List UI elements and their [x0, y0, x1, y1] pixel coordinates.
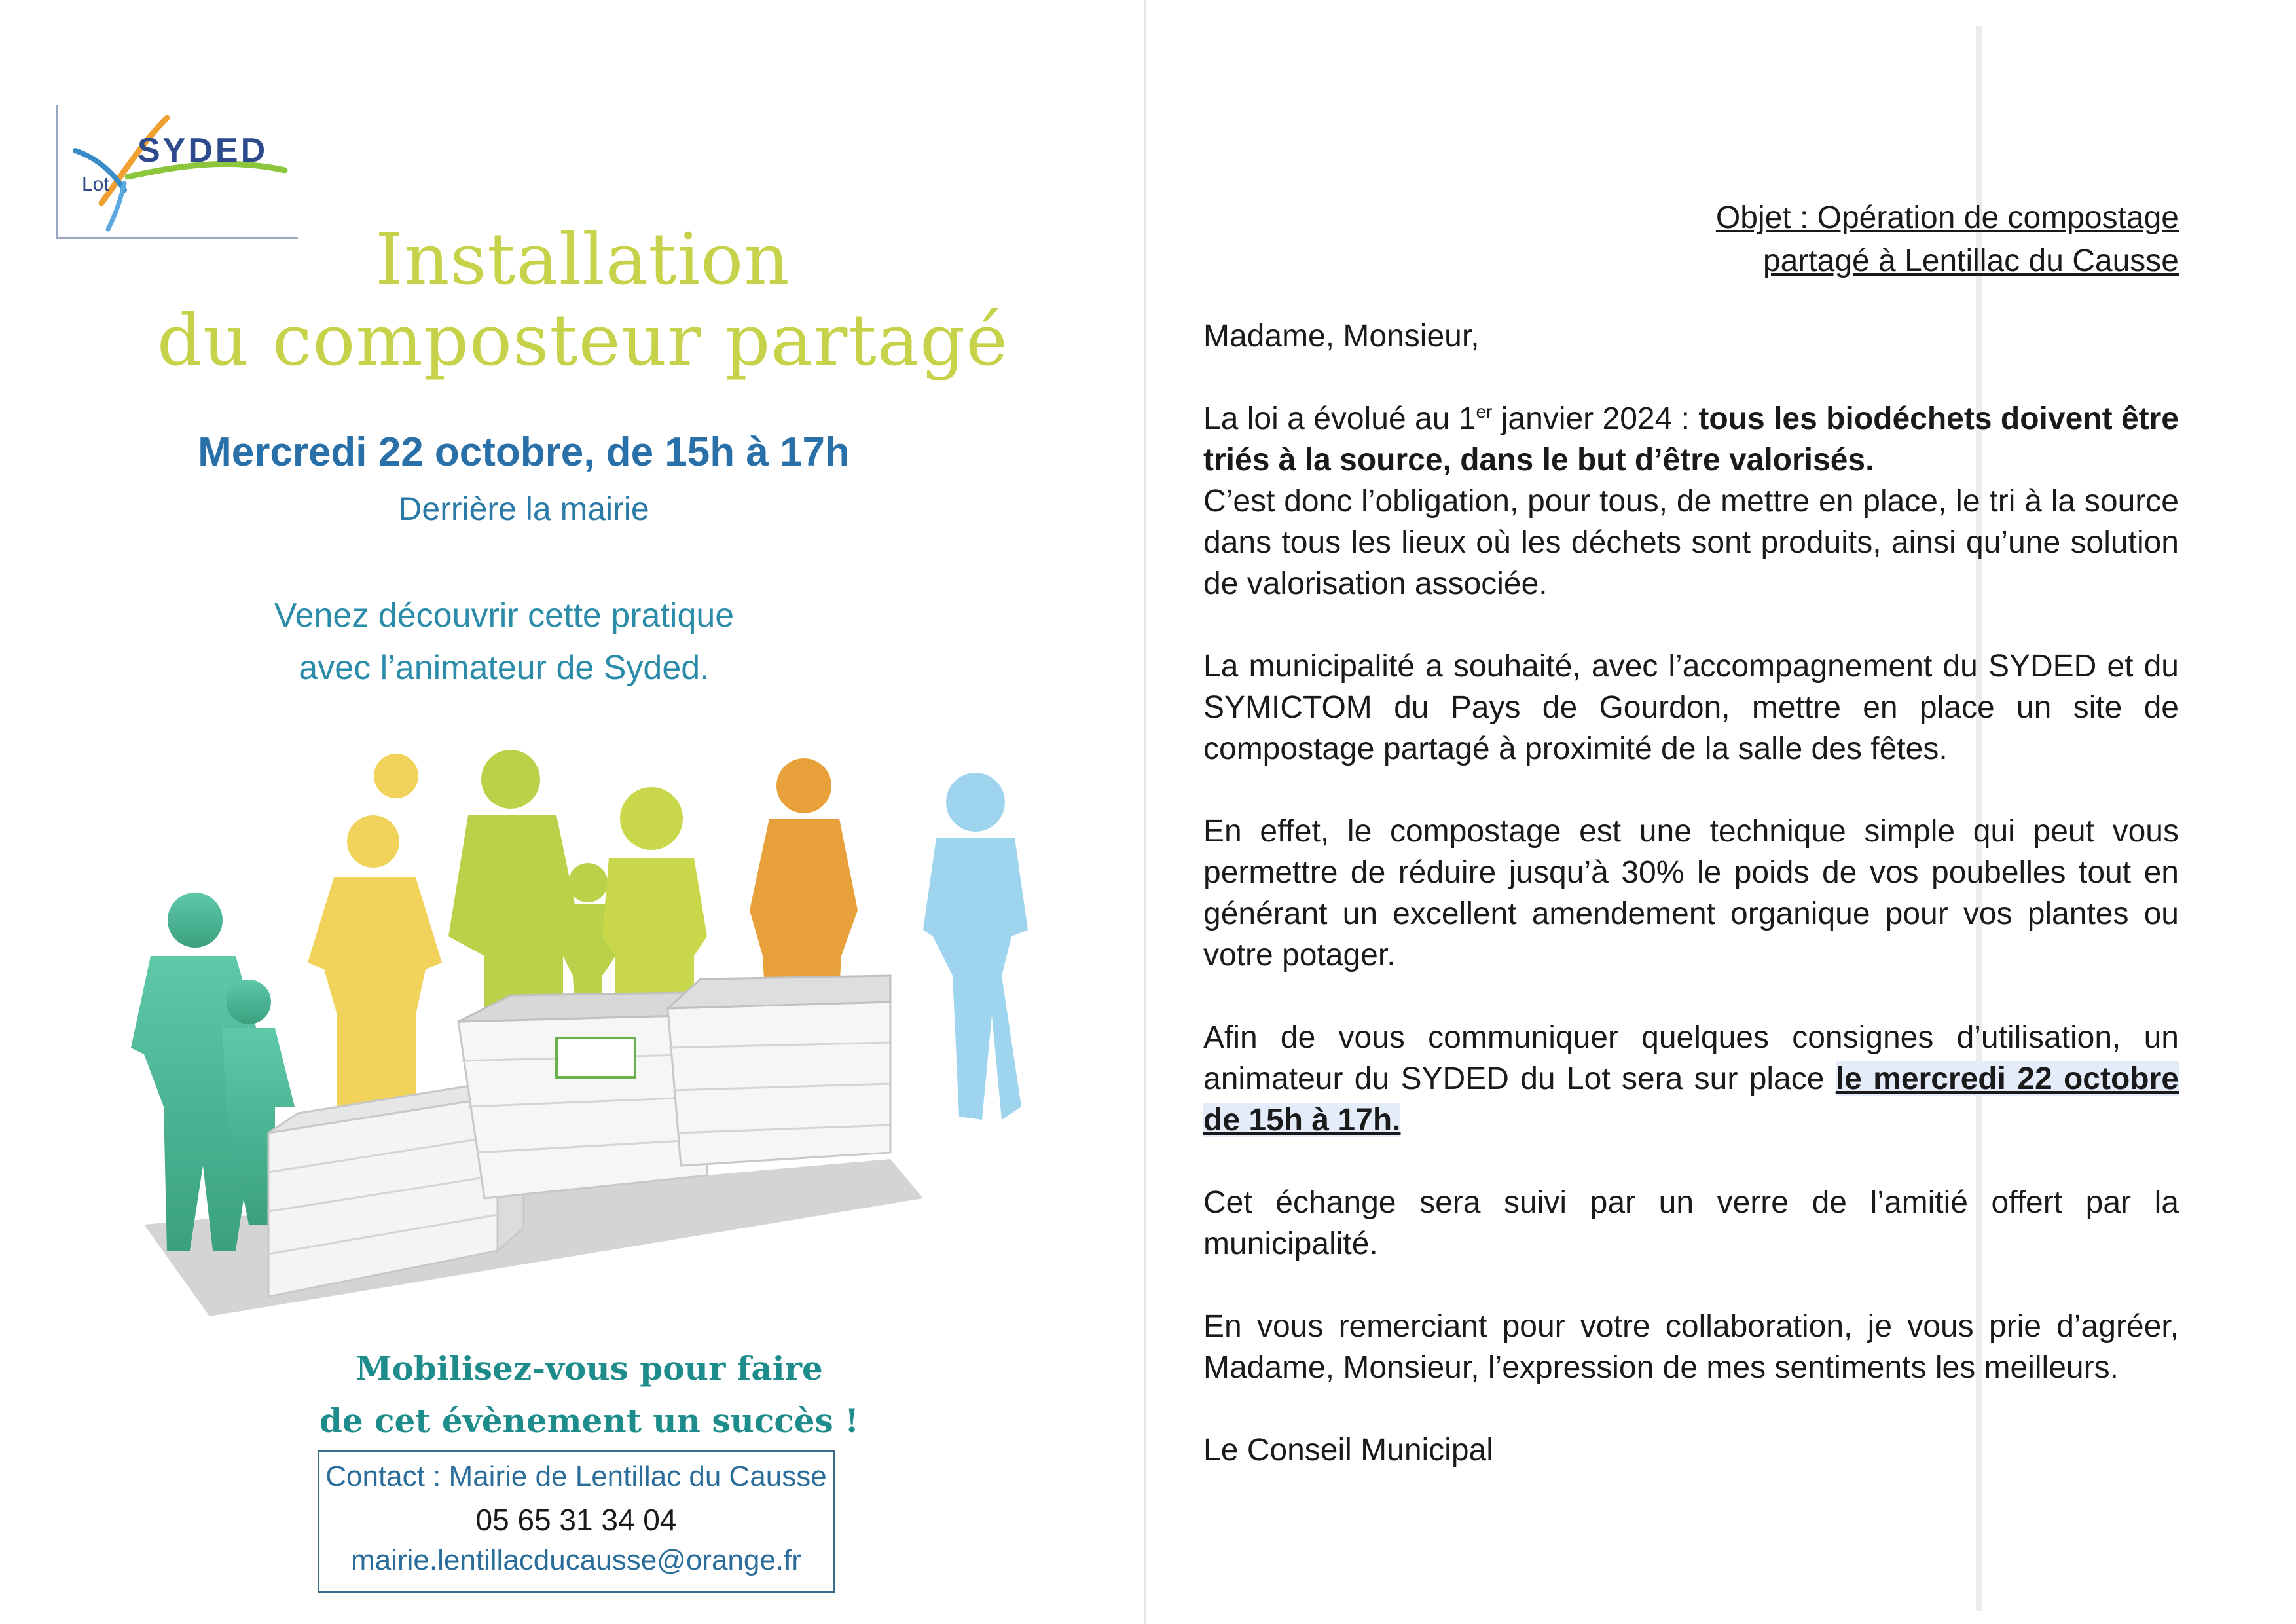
contact-email[interactable]: mairie.lentillacducausse@orange.fr	[351, 1544, 801, 1576]
leaf-swirl-icon	[62, 105, 298, 236]
logo-name: SYDED	[137, 132, 268, 170]
letter-object-line1: Objet : Opération de compostage	[1715, 200, 2179, 235]
letter-paragraph-5: Cet échange sera suivi par un verre de l’amitié offert par la municipalité.	[1203, 1185, 2179, 1261]
letter	[1203, 196, 2179, 1471]
p1-rest: C’est donc l’obligation, pour tous, de mettre en place, le tri à la source dans tous les lieux où les déchets sont produits, ainsi qu’une solution de valorisation associée.	[1203, 484, 2179, 601]
letter-paragraph-2: La municipalité a souhaité, avec l’accompagnement du SYDED et du SYMICTOM du Pays de Gourdon, mettre en place un site de compostage partagé à proximité de la salle des fêtes.	[1203, 649, 2179, 766]
contact-label: Contact : Mairie de Lentillac du Causse	[325, 1460, 827, 1492]
composter-sign-icon	[556, 1038, 635, 1077]
p1-sup: er	[1476, 401, 1493, 422]
flyer-title-line2: du composteur partagé	[156, 300, 1009, 382]
event-place: Derrière la mairie	[398, 490, 649, 527]
contact-phone[interactable]: 05 65 31 34 04	[475, 1503, 677, 1537]
mobilize-line1: Mobilisez-vous pour faire	[355, 1349, 823, 1388]
flyer-page	[0, 0, 1146, 1624]
logo-subtitle: Lot	[82, 174, 109, 195]
event-date: Mercredi 22 octobre, de 15h à 17h	[198, 430, 850, 475]
flyer-title	[85, 219, 1080, 382]
letter-paragraph-4	[1203, 1017, 2179, 1141]
letter-object-line2: partagé à Lentillac du Causse	[1762, 244, 2179, 278]
letter-object	[1203, 196, 2179, 283]
p1-pre: La loi a évolué au 1	[1203, 401, 1476, 436]
letter-signature: Le Conseil Municipal	[1203, 1433, 1493, 1467]
p4-pre: Afin de vous communiquer quelques consignes d’utilisation, un animateur du SYDED du Lot sera sur place	[1203, 1020, 2179, 1096]
letter-salutation: Madame, Monsieur,	[1203, 319, 1480, 354]
contact-box	[318, 1450, 835, 1593]
invite-line2: avec l’animateur de Syded.	[299, 649, 710, 687]
letter-paragraph-6: En vous remerciant pour votre collaboration, je vous prie d’agréer, Madame, Monsieur, l’expression de mes sentiments les meilleurs.	[1203, 1309, 2179, 1385]
invite-line1: Venez découvrir cette pratique	[274, 597, 735, 635]
mobilize-text	[210, 1342, 969, 1447]
p1-bold: tous les biodéchets doivent être triés à la source, dans le but d’être valorisés.	[1203, 401, 2179, 477]
p4-highlight: le mercredi 22 octobre de 15h à 17h.	[1203, 1061, 2179, 1137]
mobilize-line2: de cet évènement un succès !	[319, 1401, 860, 1440]
invite-text	[118, 589, 890, 694]
logo-frame-left	[56, 105, 58, 239]
p1-mid: janvier 2024 :	[1492, 401, 1699, 436]
flyer-title-line1: Installation	[375, 219, 790, 301]
letter-paragraph-3: En effet, le compostage est une technique simple qui peut vous permettre de réduire jusqu’à 30% le poids de vos poubelles tout en générant un excellent amendement organique pour vos plantes ou votre potager.	[1203, 814, 2179, 972]
letter-paragraph-1	[1203, 398, 2179, 604]
family-composter-illustration	[39, 740, 1034, 1329]
